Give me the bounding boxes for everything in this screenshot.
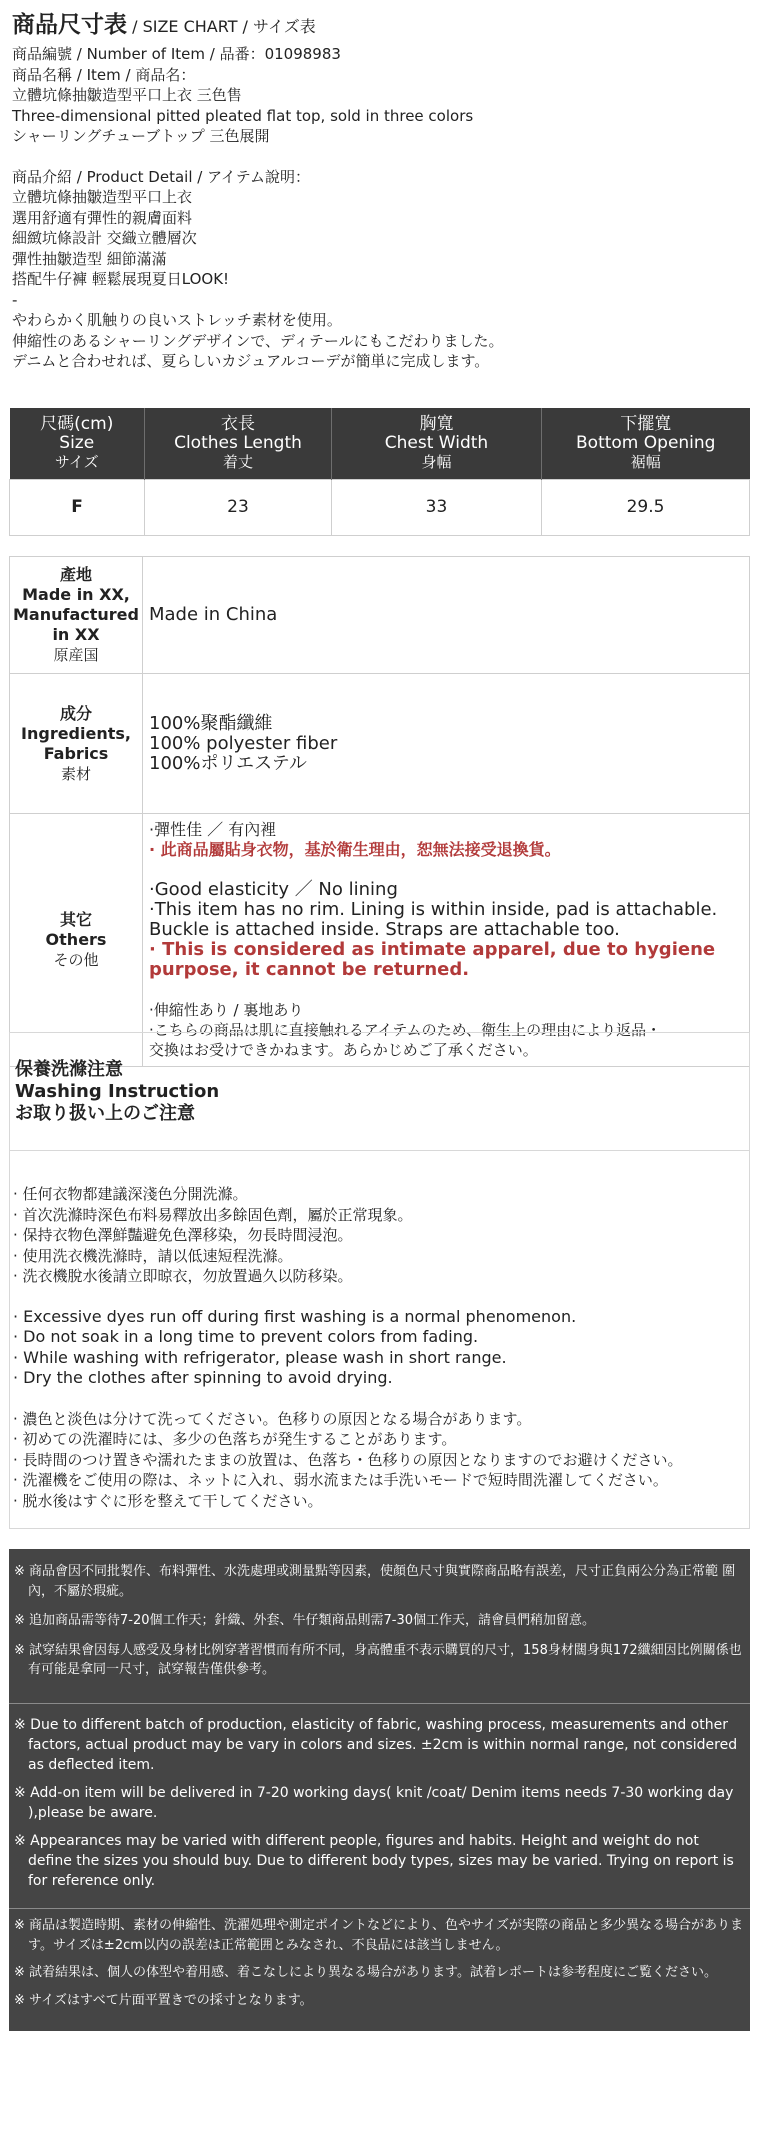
washing-zh-item: · 保持衣物色澤鮮豔避免色澤移染，勿長時間浸泡。 [13, 1226, 353, 1244]
others-row [10, 814, 750, 1067]
notice-item: ※ 試穿結果會因每人感受及身材比例穿著習慣而有所不同，身高體重不表示購買的尺寸，158身材闊身與172纖細因比例關係也有可能是拿同一尺寸，試穿報告僅供參考。 [14, 1642, 742, 1677]
header-en: Chest Width [384, 432, 489, 453]
detail-line: - [12, 290, 18, 309]
label-jp: 原産国 [53, 646, 99, 664]
item-name-jp: シャーリングチューブトップ 三色展開 [12, 127, 270, 145]
label-en: Ingredients, Fabrics [21, 723, 131, 763]
washing-title [10, 1033, 749, 1151]
origin-text: Made in China [149, 604, 278, 625]
washing-en-item: · Excessive dyes run off during first washing is a normal phenomenon. [13, 1306, 577, 1326]
header-jp: 着丈 [222, 452, 253, 471]
washing-title-jp: お取り扱い上のご注意 [15, 1103, 195, 1124]
header-jp: 裾幅 [630, 452, 661, 471]
detail-line: 伸縮性のあるシャーリングデザインで、ディテールにもこだわりました。 [12, 331, 504, 350]
bottom-opening-cell: 29.5 [542, 479, 750, 535]
size-table-header [10, 408, 750, 479]
others-jp-line: 交換はお受けできかねます。あらかじめご了承ください。 [149, 1041, 538, 1059]
notice-en-section [9, 1703, 750, 1909]
size-table [9, 408, 750, 536]
label-zh: 其它 [59, 910, 92, 929]
washing-jp-item: · 濃色と淡色は分けて洗ってください。色移りの原因となる場合があります。 [13, 1409, 532, 1428]
detail-line: 搭配牛仔褲 輕鬆展現夏日LOOK! [12, 270, 230, 288]
header-en: Clothes Length [174, 432, 302, 453]
washing-jp-item: · 脱水後はすぐに形を整えて干してください。 [13, 1491, 323, 1510]
table-row [10, 479, 750, 535]
washing-jp-item: · 長時間のつけ置きや濡れたままの放置は、色落ち・色移りの原因となりますのでお避けください。 [13, 1450, 683, 1469]
detail-line: 細緻坑條設計 交織立體層次 [12, 229, 197, 247]
size-column-header [10, 408, 145, 479]
washing-jp-item: · 初めての洗濯時には、多少の色落ちが発生することがあります。 [13, 1430, 457, 1448]
detail-line: 立體坑條抽皺造型平口上衣 [12, 188, 193, 206]
washing-zh-item: · 首次洗滌時深色布料易釋放出多餘固色劑，屬於正常現象。 [13, 1205, 413, 1224]
product-intro [12, 10, 752, 372]
notice-item: ※ 試着結果は、個人の体型や着用感、着こなしにより異なる場合があります。試着レポートは参考程度にご覧ください。 [14, 1965, 717, 1980]
fabric-label [10, 674, 143, 814]
detail-line: デニムと合わせれば、夏らしいカジュアルコーデが簡単に完成します。 [12, 352, 490, 370]
notice-item: ※ Appearances may be varied with different people, figures and habits. Height and weight do not define the sizes you should buy. Due to different body types, sizes may be varied. Trying on report is for reference only. [14, 1833, 734, 1889]
washing-body [10, 1151, 749, 1511]
item-name-label: 商品名稱 / Item / 商品名： [12, 65, 196, 84]
chest-width-cell: 33 [332, 479, 542, 535]
title-zh: 商品尺寸表 [12, 12, 127, 38]
others-en-warning: · This is considered as intimate apparel, due to hygiene [149, 939, 716, 960]
chest-width-column-header [332, 408, 542, 479]
notice-panel [9, 1549, 750, 2031]
washing-zh-item: · 任何衣物都建議深淺色分開洗滌。 [13, 1185, 248, 1203]
notice-item: ※ 商品は製造時期、素材の伸縮性、洗濯処理や測定ポイントなどにより、色やサイズが実際の商品と多少異なる場合があります。サイズは±2cm以内の誤差は正常範囲とみなされ、不良品には該当しません。 [14, 1918, 743, 1953]
label-zh: 成分 [59, 703, 92, 723]
washing-instruction-box [9, 1032, 750, 1529]
item-name-zh: 立體坑條抽皺造型平口上衣 三色售 [12, 86, 242, 104]
others-zh-warning: · 此商品屬貼身衣物，基於衛生理由，恕無法接受退換貨。 [149, 840, 561, 859]
washing-en-item: · Do not soak in a long time to prevent colors from fading. [13, 1327, 479, 1346]
notice-zh-section [9, 1558, 750, 1702]
product-info-table [9, 556, 750, 1067]
others-en-warning: purpose, it cannot be returned. [149, 959, 470, 980]
notice-item: ※ Add-on item will be delivered in 7-20 working days( knit /coat/ Denim items needs 7-30 working day ),please be aware. [14, 1785, 734, 1821]
label-jp: 素材 [60, 764, 91, 783]
item-name-en: Three-dimensional pitted pleated flat top, sold in three colors [12, 106, 474, 125]
detail-line: 彈性抽皺造型 細節滿滿 [12, 249, 167, 268]
detail-line: 選用舒適有彈性的親膚面料 [12, 208, 193, 227]
notice-item: ※ Due to different batch of production, elasticity of fabric, washing process, measurements and other factors, actual product may be vary in colors and sizes. ±2cm is within normal range, not considered as deflected item. [14, 1717, 738, 1773]
others-jp-line: ·伸縮性あり / 裏地あり [149, 1001, 304, 1019]
header-zh: 胸寬 [419, 413, 454, 434]
fabric-row [10, 674, 750, 814]
origin-label [10, 557, 143, 674]
origin-value [143, 557, 750, 674]
washing-en-item: · While washing with refrigerator, please wash in short range. [13, 1347, 507, 1367]
washing-zh-item: · 使用洗衣機洗滌時，請以低速短程洗滌。 [13, 1246, 293, 1265]
header-jp: サイズ [54, 452, 99, 471]
others-en-line: ·This item has no rim. Lining is within inside, pad is attachable. [149, 899, 718, 920]
bottom-opening-column-header [542, 408, 750, 479]
label-en: Made in XX, Manufactured in XX [13, 585, 139, 644]
label-zh: 產地 [59, 565, 92, 584]
notice-item: ※ 商品會因不同批製作、布料彈性、水洗處理或測量點等因素，使顏色尺寸與實際商品略有誤差，尺寸正負兩公分為正常範 圍內，不屬於瑕疵。 [14, 1564, 736, 1599]
size-cell: F [10, 479, 145, 535]
header-jp: 身幅 [421, 452, 452, 471]
washing-en-item: · Dry the clothes after spinning to avoid drying. [13, 1368, 393, 1387]
notice-item: ※ サイズはすべて片面平置きでの採寸となります。 [14, 1992, 313, 2008]
others-zh-line: ·彈性佳 ／ 有內裡 [149, 820, 277, 839]
size-chart-title [12, 10, 752, 42]
item-number: 商品編號 / Number of Item / 品番：01098983 [12, 45, 341, 63]
detail-line: やわらかく肌触りの良いストレッチ素材を使用。 [12, 311, 342, 329]
header-zh: 尺碼(cm) [40, 413, 114, 434]
fabric-value [143, 674, 750, 814]
washing-jp-item: · 洗濯機をご使用の際は、ネットに入れ、弱水流または手洗いモードで短時間洗濯してください。 [13, 1471, 668, 1489]
header-en: Size [59, 432, 95, 453]
fabric-zh: 100%聚酯纖維 [149, 712, 273, 734]
notice-item: ※ 追加商品需等待7-20個工作天；針織、外套、牛仔類商品則需7-30個工作天，請會員們稍加留意。 [14, 1613, 596, 1628]
others-jp-line: ·こちらの商品は肌に直接触れるアイテムのため、衛生上の理由により返品・ [149, 1021, 662, 1039]
origin-row [10, 557, 750, 674]
washing-title-zh: 保養洗滌注意 [15, 1059, 123, 1080]
header-en: Bottom Opening [576, 432, 716, 453]
label-jp: その他 [53, 951, 99, 969]
product-detail-label: 商品介紹 / Product Detail / アイテム說明： [12, 167, 310, 186]
washing-zh-item: · 洗衣機脫水後請立即晾衣，勿放置過久以防移染。 [13, 1267, 353, 1285]
fabric-en: 100% polyester fiber [149, 732, 338, 754]
washing-title-en: Washing Instruction [15, 1081, 220, 1102]
clothes-length-cell: 23 [145, 479, 332, 535]
others-value [143, 814, 750, 1067]
notice-jp-section [9, 1910, 750, 2030]
header-zh: 下擺寬 [620, 413, 672, 434]
label-en: Others [45, 930, 107, 949]
others-en-line: Buckle is attached inside. Straps are attachable too. [149, 919, 620, 940]
others-label [10, 814, 143, 1067]
others-en-line: ·Good elasticity ／ No lining [149, 879, 398, 900]
fabric-jp: 100%ポリエステル [149, 752, 307, 774]
title-rest: / SIZE CHART / サイズ表 [127, 17, 316, 36]
header-zh: 衣長 [221, 413, 255, 434]
clothes-length-column-header [145, 408, 332, 479]
